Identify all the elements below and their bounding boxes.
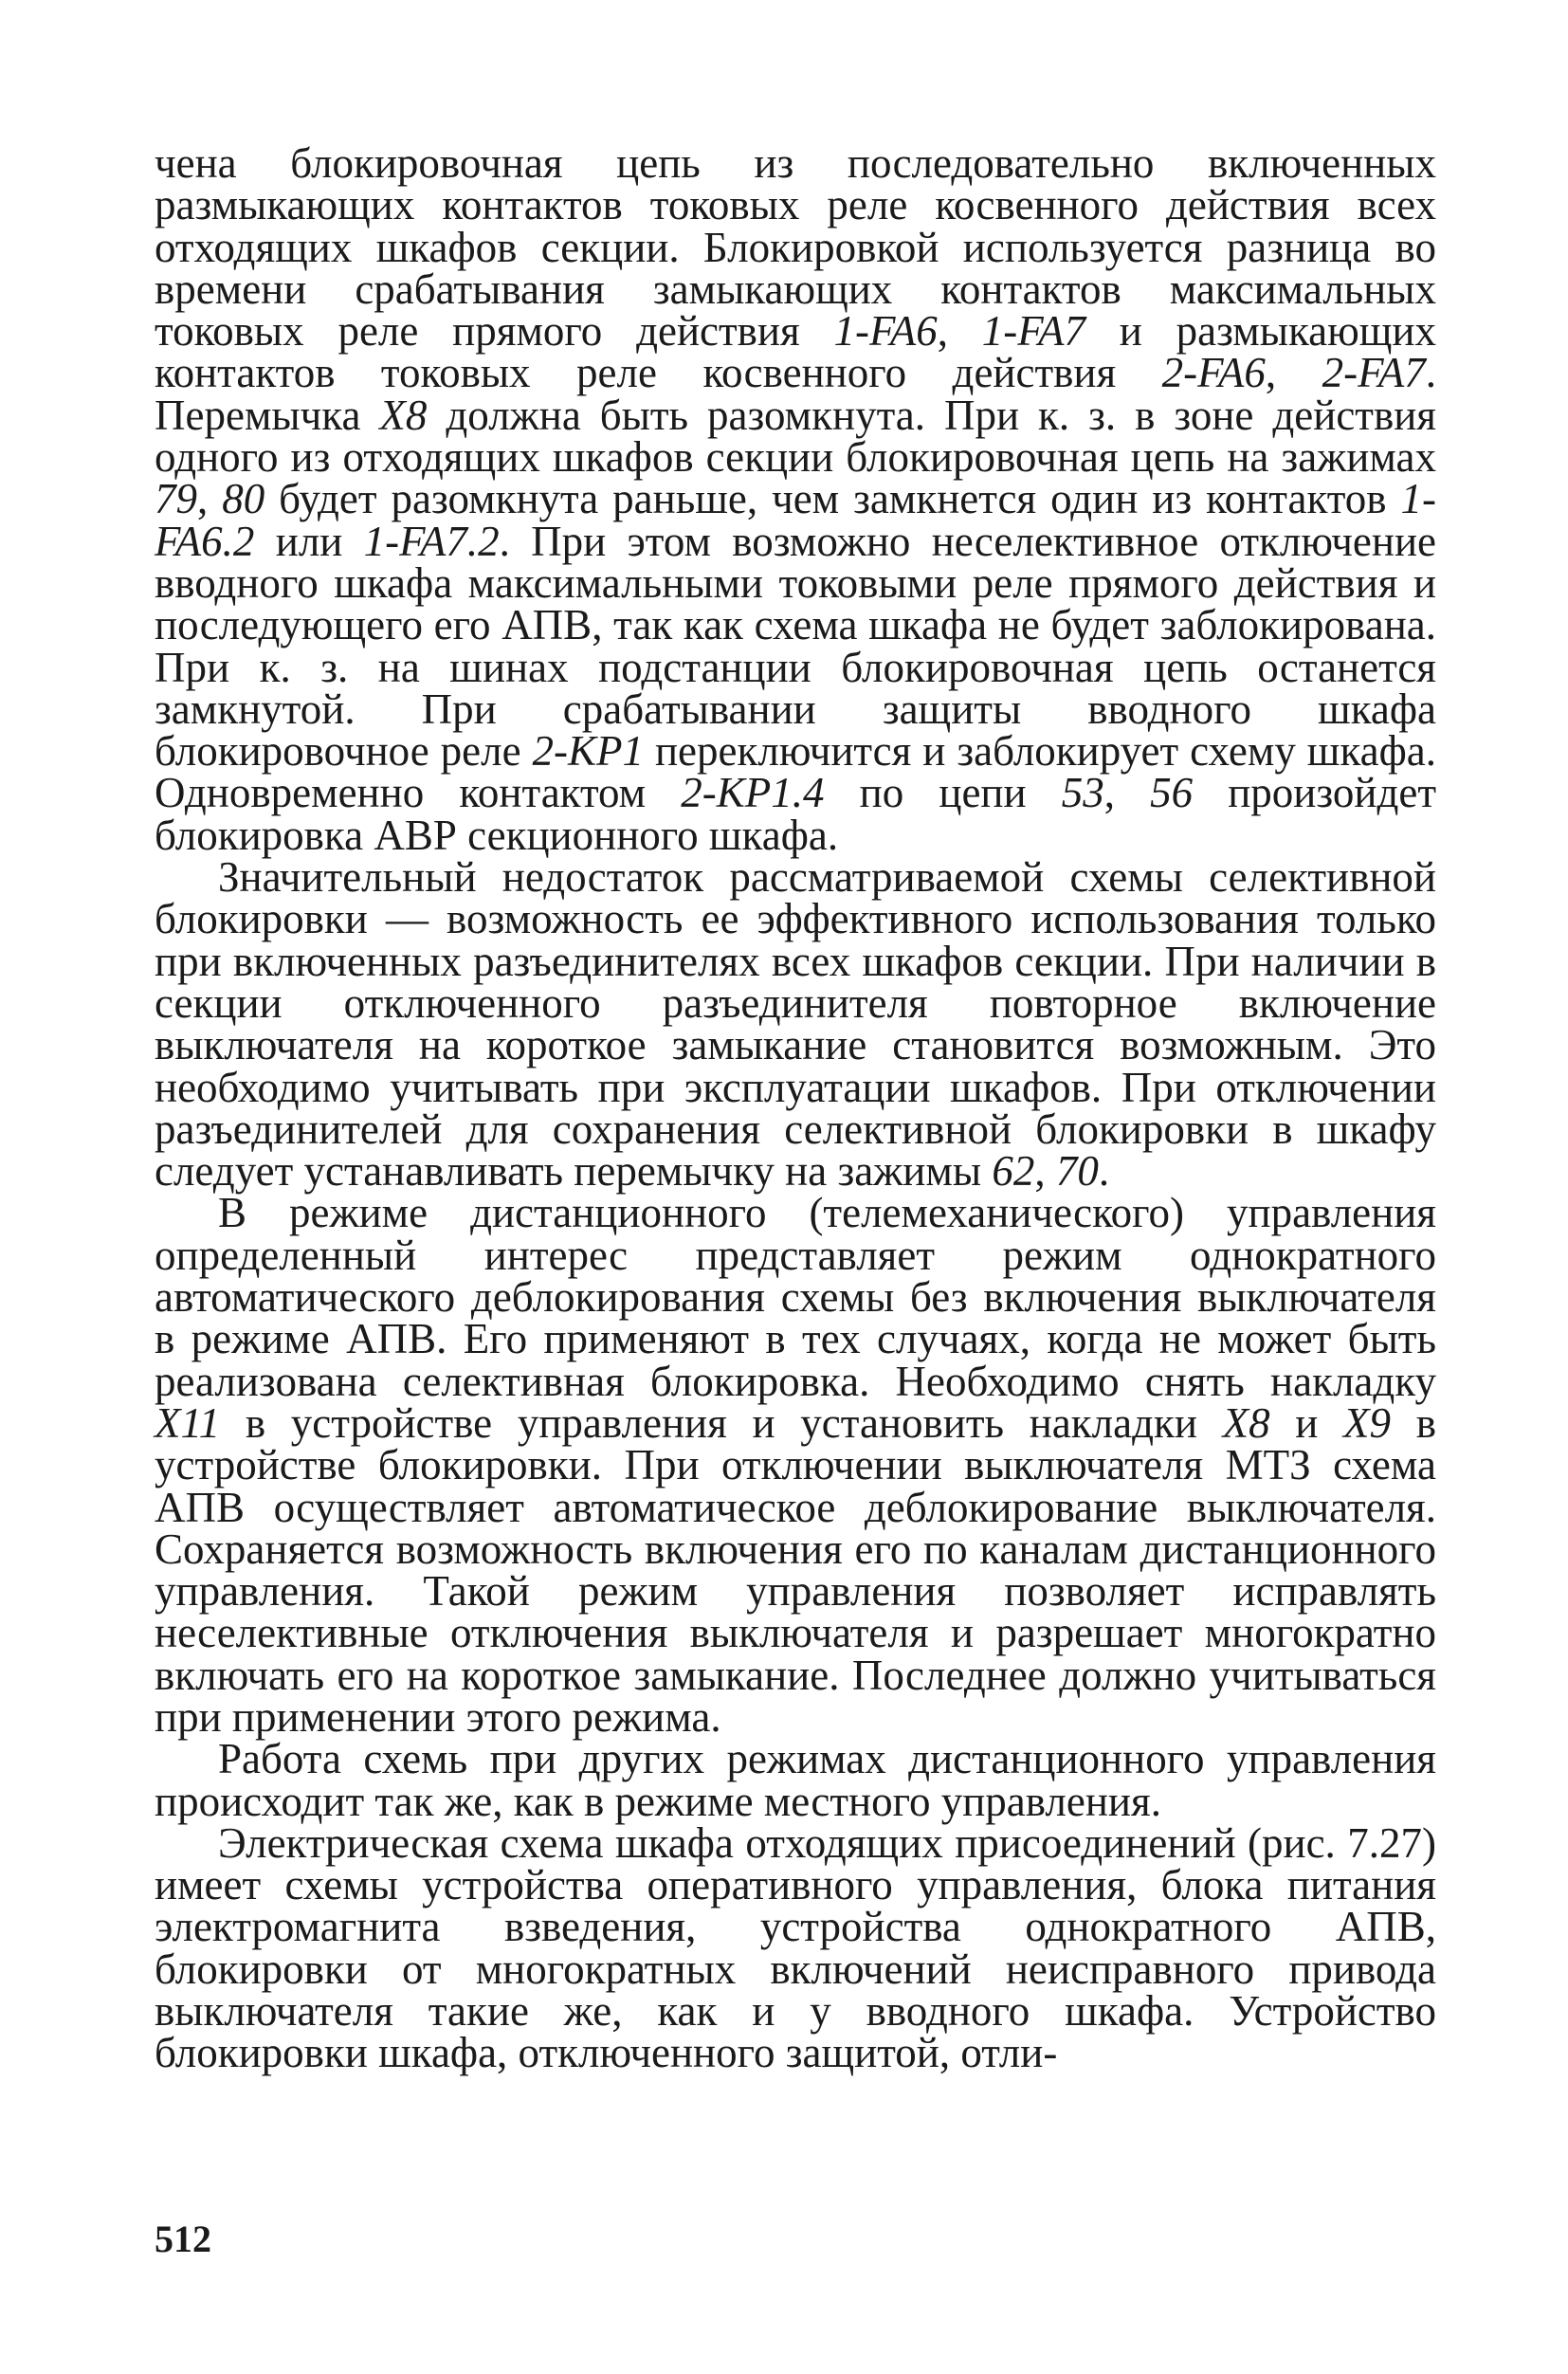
text-run: или [254, 517, 364, 565]
paragraph [155, 1818, 1436, 2077]
italic-term: 53 [1061, 769, 1104, 817]
text-run: в устройстве управления и установить накладки [220, 1398, 1223, 1447]
italic-term: 2-FA7 [1322, 349, 1426, 397]
paragraph [155, 1189, 1436, 1741]
text-run: . [1098, 1147, 1110, 1196]
text-run: . При этом возможно неселективное отключение вводного шкафа максимальными токовыми реле прямого действия и последующего его АПВ, так как схема шкафа не будет заблокирована. При к. з. на шинах подстанции блокировочная цепь останется замкнутой. При срабатывании защиты вводного шкафа блокировочное реле [155, 517, 1437, 776]
paragraph [155, 139, 1437, 859]
text-run: произойдет блокировка АВР секционного шкафа. [155, 769, 1436, 859]
italic-term: 1-FA6.2 [155, 475, 1436, 565]
italic-term: X8 [1222, 1398, 1270, 1447]
text-run: . Перемычка [155, 349, 1437, 439]
italic-term: X8 [379, 391, 428, 439]
italic-term: 56 [1150, 769, 1194, 817]
italic-term: X11 [155, 1398, 221, 1447]
italic-term: 1-FA7 [981, 307, 1085, 356]
text-run: должна быть разомкнута. При к. з. в зоне действия одного из отходящих шкафов секции блокировочная цепь на зажимах [155, 391, 1436, 482]
text-run: чена блокировочная цепь из последовательно включенных размыкающих контактов токовых реле косвенного действия всех отходящих шкафов секции. Блокировкой используется разница во времени срабатывания замыкающих контактов максимальных токовых реле прямого действия [155, 139, 1436, 356]
page-body [155, 139, 1437, 2077]
text-run: и [1269, 1398, 1344, 1447]
page-number: 512 [155, 2218, 211, 2260]
italic-term: 1-FA7.2 [363, 517, 500, 565]
text-run: переключится и заблокирует схему шкафа. Одновременно контактом [155, 727, 1436, 817]
italic-term: 62 [992, 1147, 1035, 1196]
text-run: , [1034, 1147, 1056, 1196]
italic-term: 79 [155, 475, 197, 523]
paragraph [155, 853, 1436, 1196]
text-run: , [937, 307, 982, 356]
text-run: Работа схемь при других режимах дистанционного управления происходит так же, как в режиме местного управления. [155, 1735, 1436, 1825]
paragraph [155, 1735, 1436, 1825]
italic-term: 2-KP1.4 [681, 769, 825, 817]
text-run: В режиме дистанционного (телемеханического) управления определенный интерес представляет режим однократного автоматического деблокирования схемы без включения выключателя в режиме АПВ. Его применяют в тех случаях, когда не может быть реализована селективная блокировка. Необходимо снять накладку [155, 1189, 1436, 1405]
italic-term: 1-FA6 [833, 307, 938, 356]
text-run: в устройстве блокировки. При отключении выключателя МТЗ схема АПВ осуществляет автоматическое деблокирование выключателя. Сохраняется возможность включения его по каналам дистанционного управления. Такой режим управления позволяет исправлять неселективные отключения выключателя и разрешает многократно включать его на короткое замыкание. Последнее должно учитываться при применении этого режима. [155, 1398, 1436, 1741]
text-run: по цепи [824, 769, 1062, 817]
text-run: , [1103, 769, 1151, 817]
italic-term: 2-KP1 [532, 727, 645, 776]
text-run: будет разомкнута раньше, чем замкнется один из контактов [264, 475, 1401, 523]
text-run: Электрическая схема шкафа отходящих присоединений (рис. 7.27) имеет схемы устройства оперативного управления, блока питания электромагнита взведения, устройства однократного АПВ, блокировки от многократных включений неисправного привода выключателя такие же, как и у вводного шкафа. Устройство блокировки шкафа, отключенного защитой, отли- [155, 1818, 1436, 2077]
text-run: Значительный недостаток рассматриваемой схемы селективной блокировки — возможность ее эффективного использования только при включенных разъединителях всех шкафов секции. При наличии в секции отключенного разъединителя повторное включение выключателя на короткое замыкание становится возможным. Это необходимо учитывать при эксплуатации шкафов. При отключении разъединителей для сохранения селективной блокировки в шкафу следует устанавливать перемычку на зажимы [155, 853, 1436, 1196]
text-run: , [1265, 349, 1322, 397]
text-run: , [197, 475, 223, 523]
italic-term: 2-FA6 [1161, 349, 1266, 397]
text-run: и размыкающих контактов токовых реле косвенного действия [155, 307, 1437, 397]
italic-term: 80 [222, 475, 265, 523]
italic-term: X9 [1343, 1398, 1392, 1447]
italic-term: 70 [1055, 1147, 1099, 1196]
